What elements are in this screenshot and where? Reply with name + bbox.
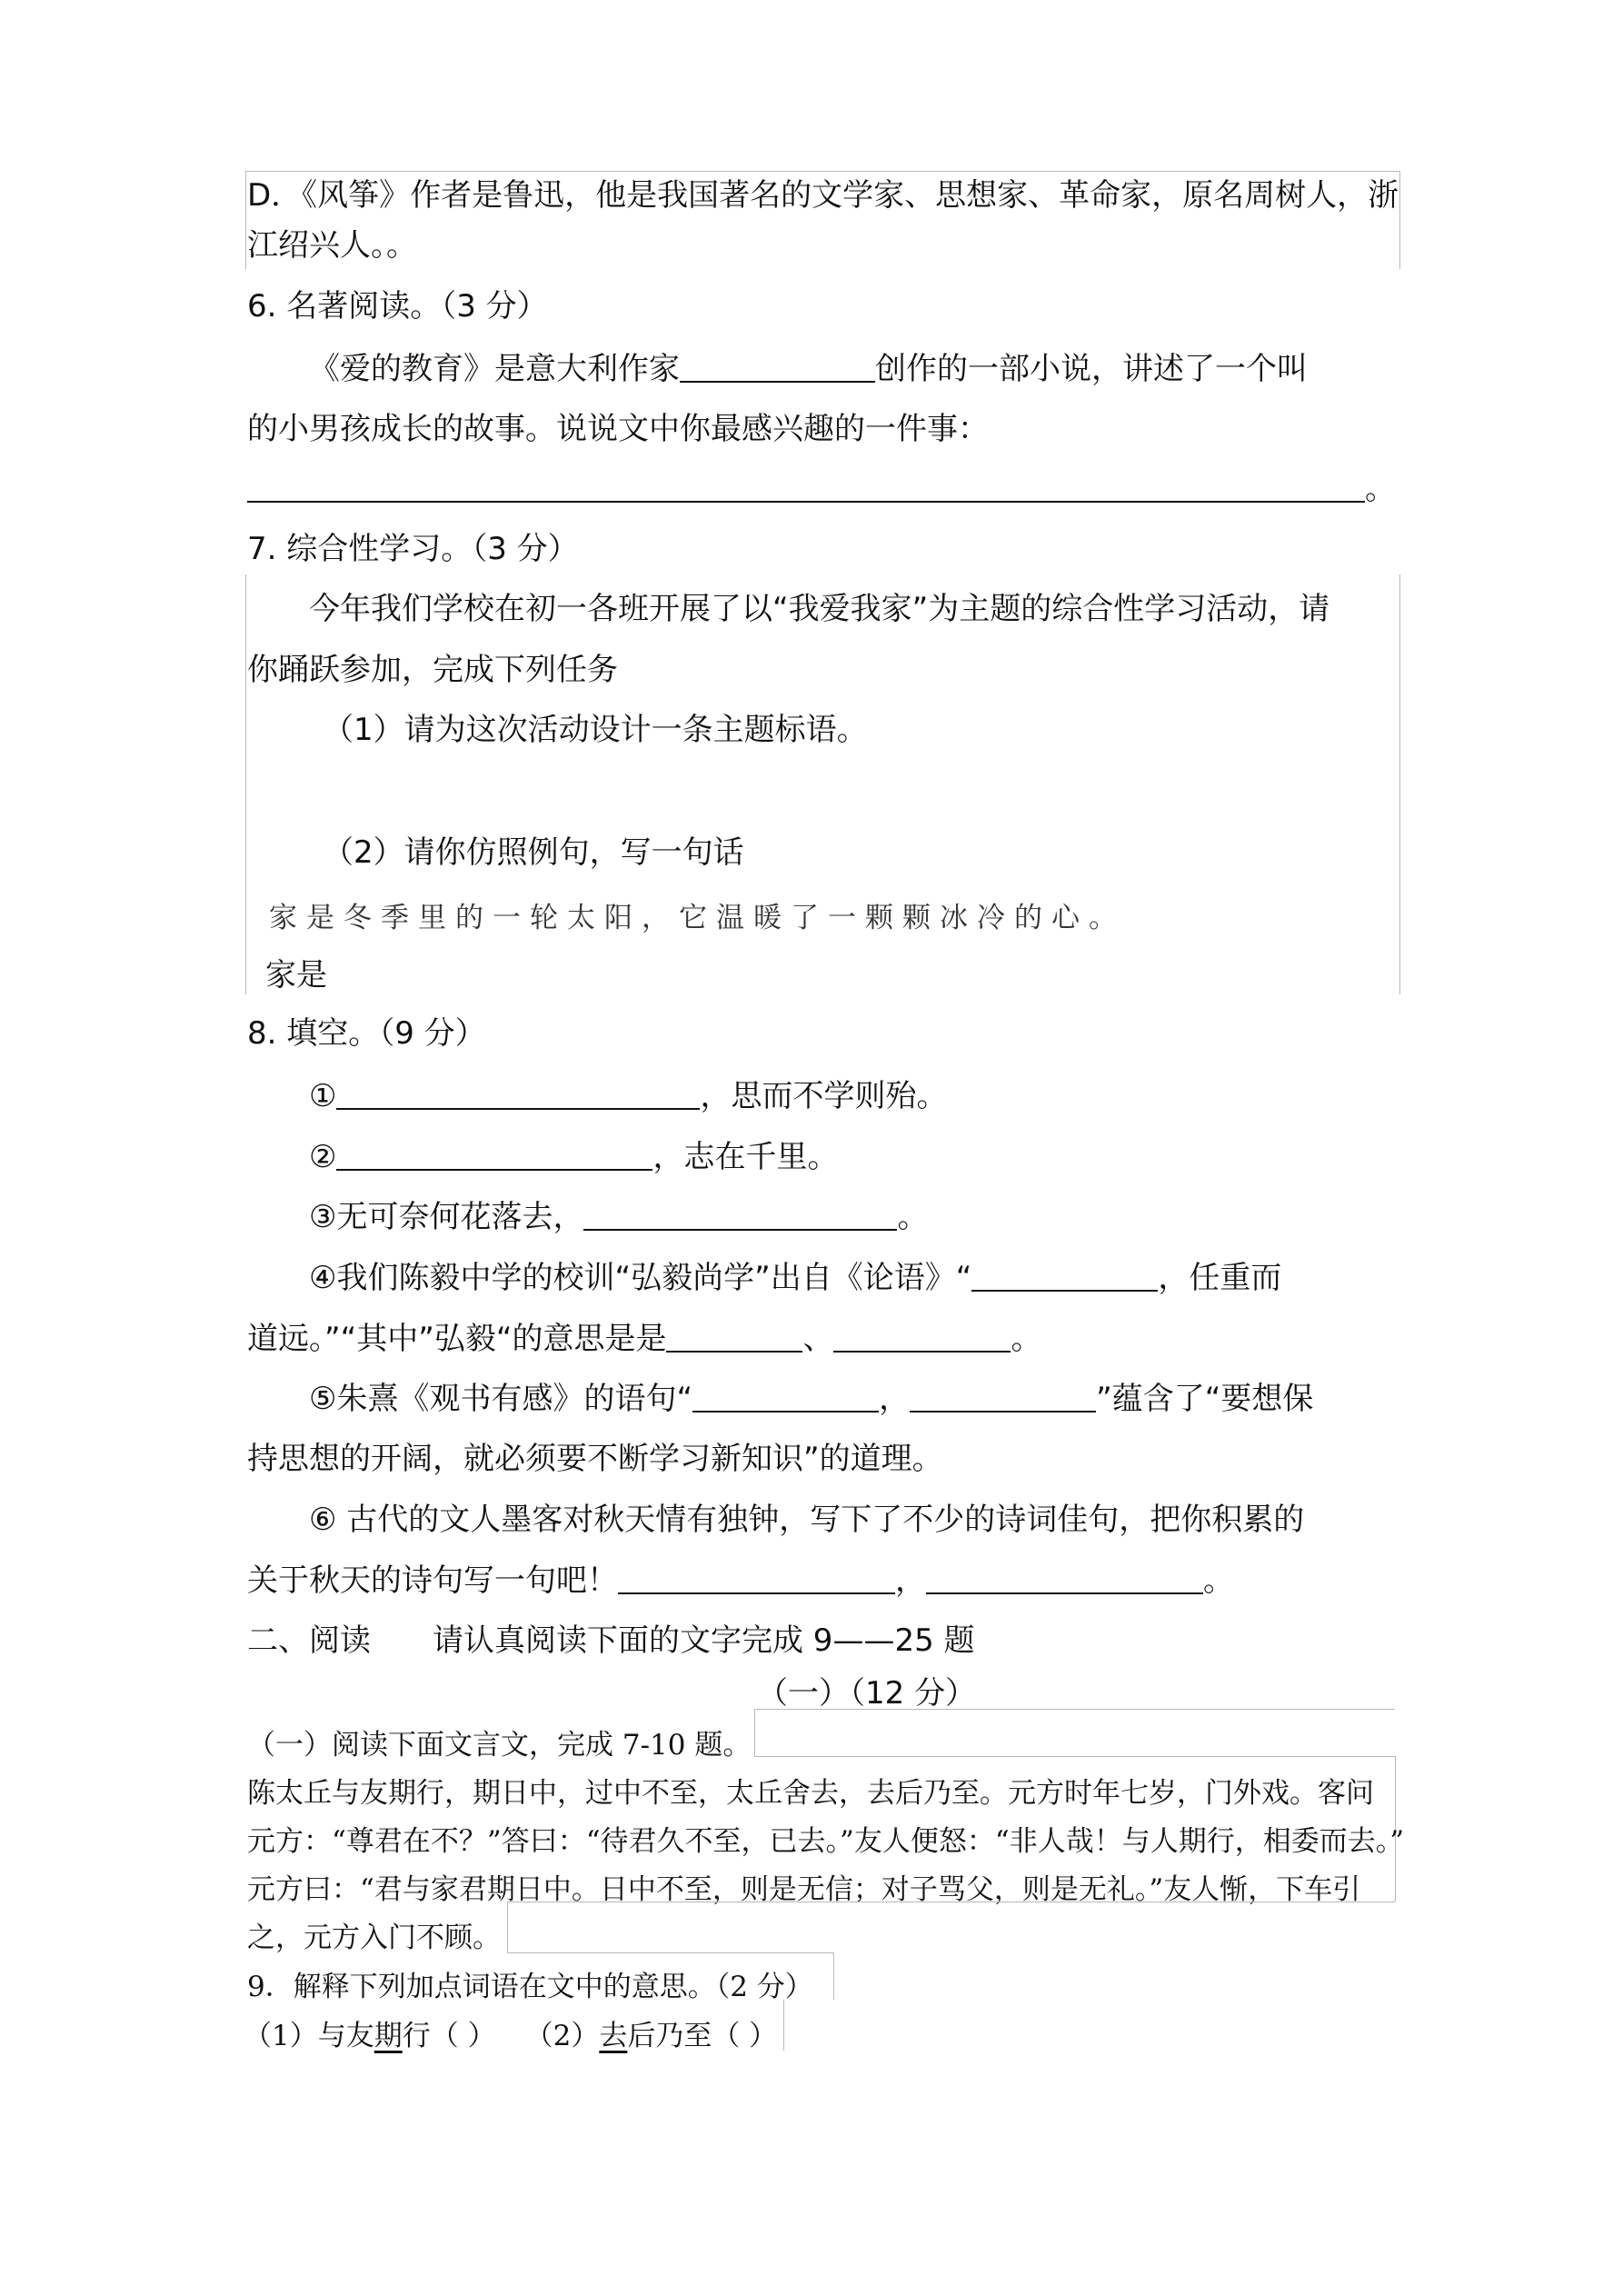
passage-line2: 元方：“尊君在不？”答曰：“待君久不至，已去。”友人便怒：“非人哉！与人期行，相委而去。” bbox=[247, 1825, 1405, 1858]
q6-line3 bbox=[247, 470, 1396, 507]
q8-item1 bbox=[309, 1077, 947, 1114]
q7-title: 7. 综合性学习。（3 分） bbox=[247, 531, 579, 567]
q7-answer-start: 家是 bbox=[265, 957, 327, 993]
q8-item5-line1-b: ， bbox=[879, 1381, 911, 1417]
q8-item2-suffix: ，志在千里。 bbox=[652, 1139, 839, 1175]
q9-box-top bbox=[507, 1952, 833, 1953]
q7-example-sentence: 家是冬季里的一轮太阳，它温暖了一颗颗冰冷的心。 bbox=[269, 902, 1126, 934]
q5-option-d-line2: 江绍兴人。。 bbox=[247, 227, 417, 264]
q8-item5-line1-c: ”蕴含了“要想保 bbox=[1096, 1381, 1314, 1417]
instruction-box-top bbox=[754, 1709, 1395, 1710]
q7-task1: （1）请为这次活动设计一条主题标语。 bbox=[323, 712, 868, 748]
q8-item4-line1-a: ④我们陈毅中学的校训“弘毅尚学”出自《论语》“ bbox=[309, 1260, 972, 1296]
passage-line1: 陈太丘与友期行，期日中，过中不至，太丘舍去，去后乃至。元方时年七岁，门外戏。客问 bbox=[247, 1777, 1374, 1810]
q8-item5-line1-a: ⑤朱熹《观书有感》的语句“ bbox=[309, 1381, 693, 1417]
passage-line4: 之，元方入门不顾。 bbox=[247, 1922, 501, 1954]
q8-item1-prefix: ① bbox=[309, 1078, 337, 1114]
q8-item5-blank1[interactable] bbox=[692, 1380, 879, 1413]
q8-item2-prefix: ② bbox=[309, 1139, 337, 1175]
q9-item1-word: 期 bbox=[373, 2020, 403, 2052]
q9-items-box-right bbox=[783, 2000, 784, 2051]
q6-answer-blank[interactable] bbox=[247, 470, 1365, 503]
q8-item4-line2 bbox=[247, 1320, 1041, 1357]
q8-item2-blank[interactable] bbox=[336, 1138, 652, 1171]
q8-item6-line2-c: 。 bbox=[1203, 1562, 1234, 1599]
passage-line3: 元方曰：“君与家君期日中。日中不至，则是无信；对子骂父，则是无礼。”友人惭，下车引 bbox=[247, 1873, 1361, 1906]
q9-item2-a: （2） bbox=[524, 2020, 600, 2052]
section2-instruction: （一）阅读下面文言文，完成 7-10 题。 bbox=[247, 1729, 752, 1762]
q9-items bbox=[244, 2018, 777, 2054]
q8-item4-line2-c: 。 bbox=[1011, 1321, 1042, 1357]
q8-item3-prefix: ③无可奈何花落去， bbox=[309, 1199, 584, 1235]
q7-task2: （2）请你仿照例句，写一句话 bbox=[323, 834, 744, 871]
q9-item2-b: 后乃至（ ） bbox=[627, 2020, 778, 2052]
q7-box-right-border bbox=[1399, 574, 1400, 994]
section2-heading: 二、阅读 请认真阅读下面的文字完成 9——25 题 bbox=[247, 1622, 975, 1659]
q8-item3-blank[interactable] bbox=[583, 1198, 897, 1231]
q8-item4-line1 bbox=[309, 1259, 1281, 1296]
q8-item6-line2 bbox=[247, 1562, 1234, 1599]
q8-item4-line2-b: 、 bbox=[802, 1321, 834, 1357]
q8-item2 bbox=[309, 1138, 838, 1175]
q6-line1-a: 《爱的教育》是意大利作家 bbox=[309, 351, 680, 387]
q8-item4-blank1[interactable] bbox=[971, 1259, 1158, 1292]
q8-item3-suffix: 。 bbox=[897, 1199, 929, 1235]
q6-line3-end: 。 bbox=[1365, 471, 1396, 507]
q8-item6-blank1[interactable] bbox=[618, 1562, 895, 1594]
q8-item4-blank3[interactable] bbox=[833, 1320, 1011, 1353]
q6-line2: 的小男孩成长的故事。说说文中你最感兴趣的一件事： bbox=[247, 411, 989, 447]
q9-box-right bbox=[833, 1952, 834, 2000]
q6-line1 bbox=[309, 350, 1308, 387]
q6-author-blank[interactable] bbox=[680, 350, 875, 383]
q7-intro-line1: 今年我们学校在初一各班开展了以“我爱我家”为主题的综合性学习活动，请 bbox=[309, 591, 1330, 627]
q6-title: 6. 名著阅读。（3 分） bbox=[247, 288, 548, 324]
q7-box-left-border bbox=[245, 574, 246, 994]
section2-part1-title: （一）（12 分） bbox=[757, 1675, 977, 1712]
q9-item2-word: 去 bbox=[599, 2020, 628, 2052]
q8-item3 bbox=[309, 1198, 928, 1235]
q8-item4-line1-b: ，任重而 bbox=[1158, 1260, 1282, 1296]
passage-end-box-left bbox=[507, 1902, 508, 1952]
q9-item1-a: （1）与友 bbox=[244, 2020, 374, 2052]
q8-item5-line2: 持思想的开阔，就必须要不断学习新知识”的道理。 bbox=[247, 1441, 943, 1477]
q8-item1-blank[interactable] bbox=[336, 1077, 700, 1110]
q9-title: 9．解释下列加点词语在文中的意思。（2 分） bbox=[247, 1971, 813, 2003]
q8-item5-blank2[interactable] bbox=[910, 1380, 1096, 1413]
q9-item1-b: 行（ ） bbox=[402, 2020, 496, 2052]
passage-box-top bbox=[754, 1756, 1395, 1757]
q8-item6-line2-a: 关于秋天的诗句写一句吧！ bbox=[247, 1562, 618, 1599]
q8-item6-blank2[interactable] bbox=[926, 1562, 1203, 1594]
q8-item6-line2-b: ， bbox=[895, 1562, 926, 1599]
q8-item1-suffix: ，思而不学则殆。 bbox=[700, 1078, 948, 1114]
instruction-box-left bbox=[754, 1709, 755, 1756]
box-left-border bbox=[245, 171, 246, 269]
q6-line1-b: 创作的一部小说，讲述了一个叫 bbox=[875, 351, 1308, 387]
box-right-border bbox=[1399, 171, 1400, 269]
q8-item4-line2-a: 道远。”“其中”弘毅“的意思是是 bbox=[247, 1321, 667, 1357]
box-top-border bbox=[245, 171, 1399, 172]
q8-item5-line1 bbox=[309, 1380, 1313, 1417]
q8-item4-blank2[interactable] bbox=[666, 1320, 802, 1353]
q5-option-d-line1: D．《风筝》作者是鲁迅，他是我国著名的文学家、思想家、革命家，原名周树人，浙 bbox=[247, 177, 1399, 214]
q8-title: 8. 填空。（9 分） bbox=[247, 1015, 486, 1052]
q7-intro-line2: 你踊跃参加，完成下列任务 bbox=[247, 652, 618, 688]
q8-item6-line1: ⑥ 古代的文人墨客对秋天情有独钟，写下了不少的诗词佳句，把你积累的 bbox=[309, 1502, 1305, 1538]
